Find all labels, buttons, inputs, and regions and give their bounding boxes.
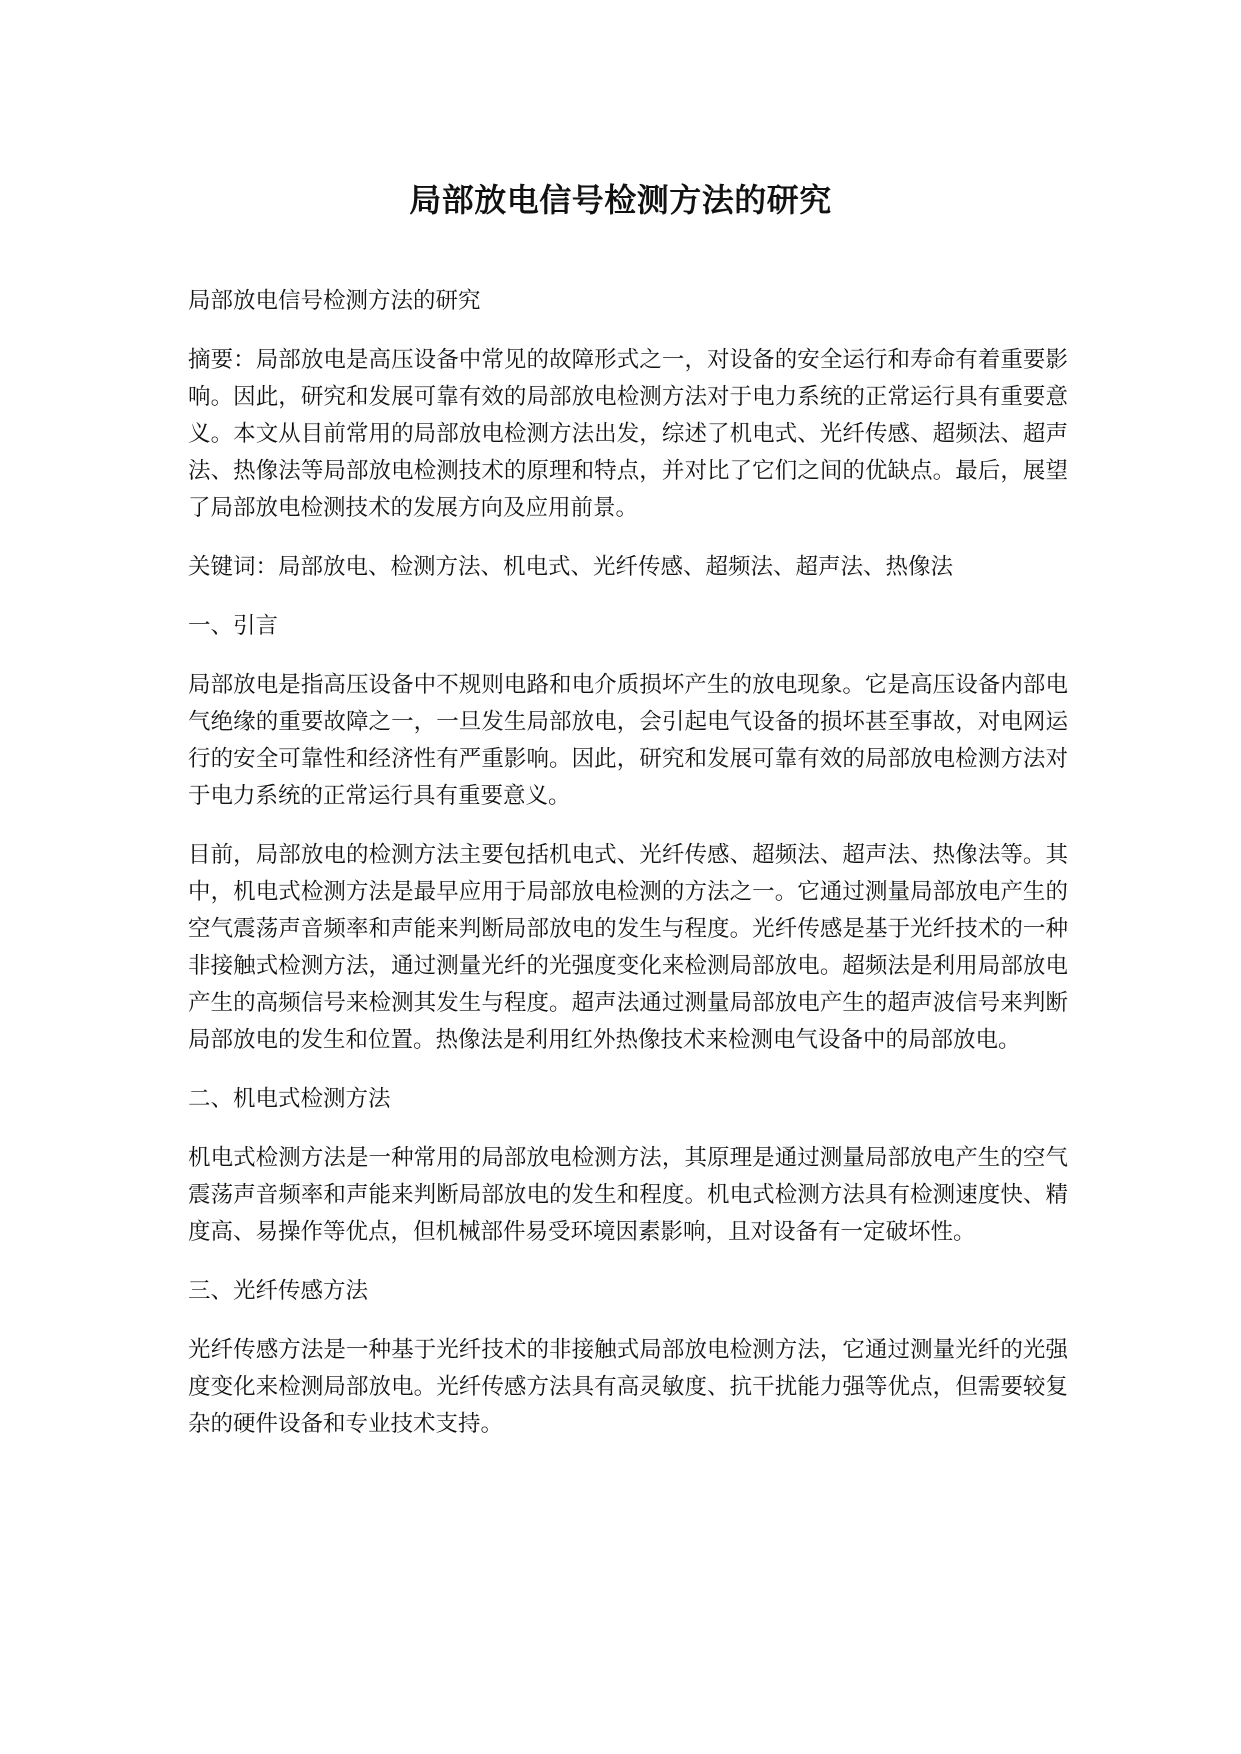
abstract-paragraph: 摘要：局部放电是高压设备中常见的故障形式之一，对设备的安全运行和寿命有着重要影响。因此，研究和发展可靠有效的局部放电检测方法对于电力系统的正常运行具有重要意义。本文从目前常用的局部放电检测方法出发，综述了机电式、光纤传感、超频法、超声法、热像法等局部放电检测技术的原理和特点，并对比了它们之间的优缺点。最后，展望了局部放电检测技术的发展方向及应用前景。 [188, 347, 1068, 521]
body-paragraph: 机电式检测方法是一种常用的局部放电检测方法，其原理是通过测量局部放电产生的空气震荡声音频率和声能来判断局部放电的发生和程度。机电式检测方法具有检测速度快、精度高、易操作等优点，但机械部件易受环境因素影响，且对设备有一定破坏性。 [188, 1145, 1068, 1245]
section-heading-introduction: 一、引言 [188, 613, 279, 639]
subtitle-paragraph: 局部放电信号检测方法的研究 [188, 288, 481, 314]
keywords-paragraph: 关键词：局部放电、检测方法、机电式、光纤传感、超频法、超声法、热像法 [188, 554, 954, 580]
document-title: 局部放电信号检测方法的研究 [409, 181, 832, 219]
document-body [188, 283, 1068, 1443]
body-paragraph: 光纤传感方法是一种基于光纤技术的非接触式局部放电检测方法，它通过测量光纤的光强度变化来检测局部放电。光纤传感方法具有高灵敏度、抗干扰能力强等优点，但需要较复杂的硬件设备和专业技术支持。 [188, 1337, 1068, 1437]
section-heading-fiber-optic: 三、光纤传感方法 [188, 1278, 369, 1304]
body-paragraph: 目前，局部放电的检测方法主要包括机电式、光纤传感、超频法、超声法、热像法等。其中，机电式检测方法是最早应用于局部放电检测的方法之一。它通过测量局部放电产生的空气震荡声音频率和声能来判断局部放电的发生与程度。光纤传感是基于光纤技术的一种非接触式检测方法，通过测量光纤的光强度变化来检测局部放电。超频法是利用局部放电产生的高频信号来检测其发生与程度。超声法通过测量局部放电产生的超声波信号来判断局部放电的发生和位置。热像法是利用红外热像技术来检测电气设备中的局部放电。 [188, 842, 1068, 1053]
body-paragraph: 局部放电是指高压设备中不规则电路和电介质损坏产生的放电现象。它是高压设备内部电气绝缘的重要故障之一，一旦发生局部放电，会引起电气设备的损坏甚至事故，对电网运行的安全可靠性和经济性有严重影响。因此，研究和发展可靠有效的局部放电检测方法对于电力系统的正常运行具有重要意义。 [188, 672, 1068, 809]
section-heading-electromechanical: 二、机电式检测方法 [188, 1086, 391, 1112]
